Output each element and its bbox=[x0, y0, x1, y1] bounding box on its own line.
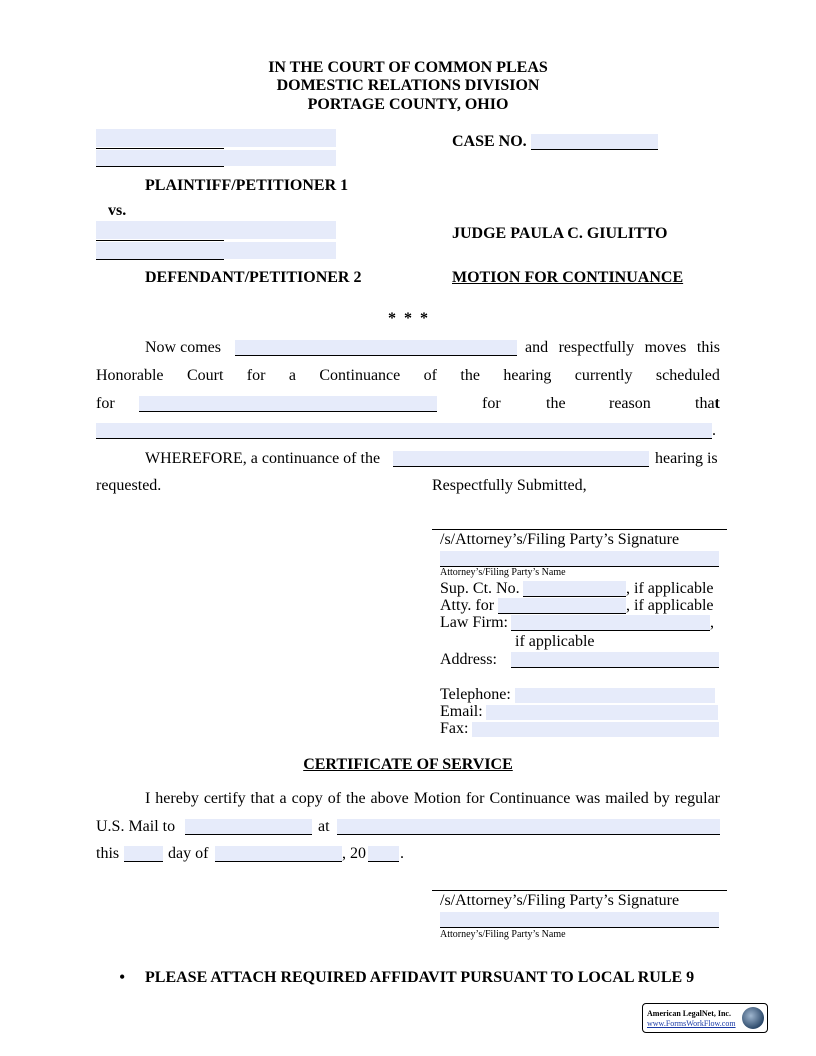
bullet-icon: • bbox=[119, 967, 126, 987]
certificate-title: CERTIFICATE OF SERVICE bbox=[303, 756, 513, 773]
atty-for-input[interactable] bbox=[498, 598, 626, 614]
hearing-is-text: hearing is bbox=[655, 450, 718, 467]
day-of-text: day of bbox=[168, 845, 209, 862]
month-input[interactable] bbox=[215, 846, 342, 862]
plaintiff-field-bg-1 bbox=[96, 129, 336, 147]
word: Continuance bbox=[319, 367, 401, 384]
day-input[interactable] bbox=[124, 846, 163, 862]
plaintiff-name-line-1 bbox=[96, 148, 224, 149]
word: Honorable bbox=[96, 367, 164, 384]
attorney-name-input[interactable] bbox=[440, 551, 719, 567]
email-input[interactable] bbox=[486, 705, 718, 720]
law-firm-input[interactable] bbox=[511, 615, 710, 631]
judge-name: JUDGE PAULA C. GIULITTO bbox=[452, 225, 668, 242]
address-label: Address: bbox=[440, 651, 497, 668]
moving-party-input[interactable] bbox=[235, 340, 517, 356]
that-text bbox=[695, 395, 720, 413]
word: hearing bbox=[503, 367, 552, 384]
defendant-name-line-2 bbox=[96, 259, 224, 260]
email-label: Email: bbox=[440, 703, 483, 720]
served-address-input[interactable] bbox=[337, 819, 720, 835]
motion-title: MOTION FOR CONTINUANCE bbox=[452, 269, 684, 286]
globe-icon bbox=[742, 1007, 764, 1029]
telephone-input[interactable] bbox=[515, 688, 715, 703]
court-division: DOMESTIC RELATIONS DIVISION bbox=[276, 77, 540, 94]
respectfully-submitted: Respectfully Submitted, bbox=[432, 477, 587, 494]
certificate-attorney-name-input[interactable] bbox=[440, 912, 719, 928]
the-text: the bbox=[546, 395, 566, 412]
paragraph-line-2 bbox=[96, 367, 720, 385]
certificate-attorney-name-caption: Attorney’s/Filing Party’s Name bbox=[440, 929, 566, 940]
defendant-field-bg-2[interactable] bbox=[96, 242, 336, 259]
reason-text: reason bbox=[609, 395, 651, 412]
certificate-line-1-text: I hereby certify that a copy of the above Motion for Continuance was mailed by regular bbox=[145, 790, 720, 807]
at-text: at bbox=[318, 818, 330, 835]
word: Court bbox=[186, 367, 224, 384]
atty-for-suffix: , if applicable bbox=[626, 597, 714, 614]
certificate-signature-line bbox=[432, 890, 727, 891]
word: scheduled bbox=[655, 367, 720, 384]
certificate-signature-text: /s/Attorney’s/Filing Party’s Signature bbox=[440, 892, 680, 909]
case-no-input[interactable] bbox=[531, 134, 658, 150]
case-no-label: CASE NO. bbox=[452, 133, 527, 150]
defendant-name-line-1 bbox=[96, 240, 224, 241]
attorney-name-caption: Attorney’s/Filing Party’s Name bbox=[440, 567, 566, 578]
fax-label: Fax: bbox=[440, 720, 469, 737]
year-prefix-text: , 20 bbox=[342, 845, 366, 862]
for-text-2: for bbox=[482, 395, 501, 412]
reason-period: . bbox=[712, 422, 716, 439]
signature-text: /s/Attorney’s/Filing Party’s Signature bbox=[440, 531, 680, 548]
signature-line bbox=[432, 529, 727, 530]
date-period: . bbox=[400, 845, 404, 862]
section-separator: * * * bbox=[388, 310, 428, 327]
telephone-label: Telephone: bbox=[440, 686, 511, 703]
for-text: for bbox=[96, 395, 115, 412]
americanlegalnet-logo[interactable] bbox=[642, 1003, 768, 1033]
word: a bbox=[288, 367, 296, 384]
atty-for-label: Atty. for bbox=[440, 597, 495, 614]
law-firm-if-applicable: if applicable bbox=[515, 633, 595, 650]
law-firm-label: Law Firm: bbox=[440, 614, 508, 631]
affidavit-notice: PLEASE ATTACH REQUIRED AFFIDAVIT PURSUANT TO LOCAL RULE 9 bbox=[145, 969, 695, 986]
word: the bbox=[460, 367, 480, 384]
law-firm-suffix: , bbox=[710, 614, 714, 631]
plaintiff-label: PLAINTIFF/PETITIONER 1 bbox=[145, 177, 349, 194]
respectfully-moves-text: and respectfully moves this bbox=[525, 339, 720, 356]
requested-text: requested. bbox=[96, 477, 162, 494]
that-prefix: tha bbox=[695, 395, 715, 412]
defendant-label: DEFENDANT/PETITIONER 2 bbox=[145, 269, 362, 286]
defendant-field-bg-1[interactable] bbox=[96, 221, 336, 239]
sup-ct-label: Sup. Ct. No. bbox=[440, 580, 520, 597]
plaintiff-name-line-2 bbox=[96, 166, 224, 167]
served-party-input[interactable] bbox=[185, 819, 312, 835]
continued-hearing-input[interactable] bbox=[393, 451, 649, 467]
word: of bbox=[423, 367, 437, 384]
year-input[interactable] bbox=[368, 846, 399, 862]
now-comes-text: Now comes bbox=[145, 339, 221, 356]
court-name: IN THE COURT OF COMMON PLEAS bbox=[268, 59, 548, 76]
court-county: PORTAGE COUNTY, OHIO bbox=[307, 96, 509, 113]
reason-input[interactable] bbox=[96, 423, 712, 439]
plaintiff-field-bg-2[interactable] bbox=[96, 150, 336, 166]
this-text: this bbox=[96, 845, 120, 862]
logo-url-link[interactable]: www.FormsWorkFlow.com bbox=[647, 1019, 736, 1028]
word: currently bbox=[574, 367, 633, 384]
us-mail-to-text: U.S. Mail to bbox=[96, 818, 176, 835]
certificate-line-1 bbox=[145, 790, 720, 808]
word: for bbox=[246, 367, 266, 384]
sup-ct-input[interactable] bbox=[523, 581, 626, 597]
address-input[interactable] bbox=[511, 652, 719, 668]
wherefore-text: WHEREFORE, a continuance of the bbox=[145, 450, 381, 467]
that-suffix: t bbox=[714, 395, 720, 412]
fax-input[interactable] bbox=[472, 722, 719, 737]
sup-ct-suffix: , if applicable bbox=[626, 580, 714, 597]
versus-label: vs. bbox=[108, 202, 127, 219]
hearing-type-input[interactable] bbox=[139, 396, 437, 412]
logo-company: American LegalNet, Inc. bbox=[647, 1009, 731, 1018]
